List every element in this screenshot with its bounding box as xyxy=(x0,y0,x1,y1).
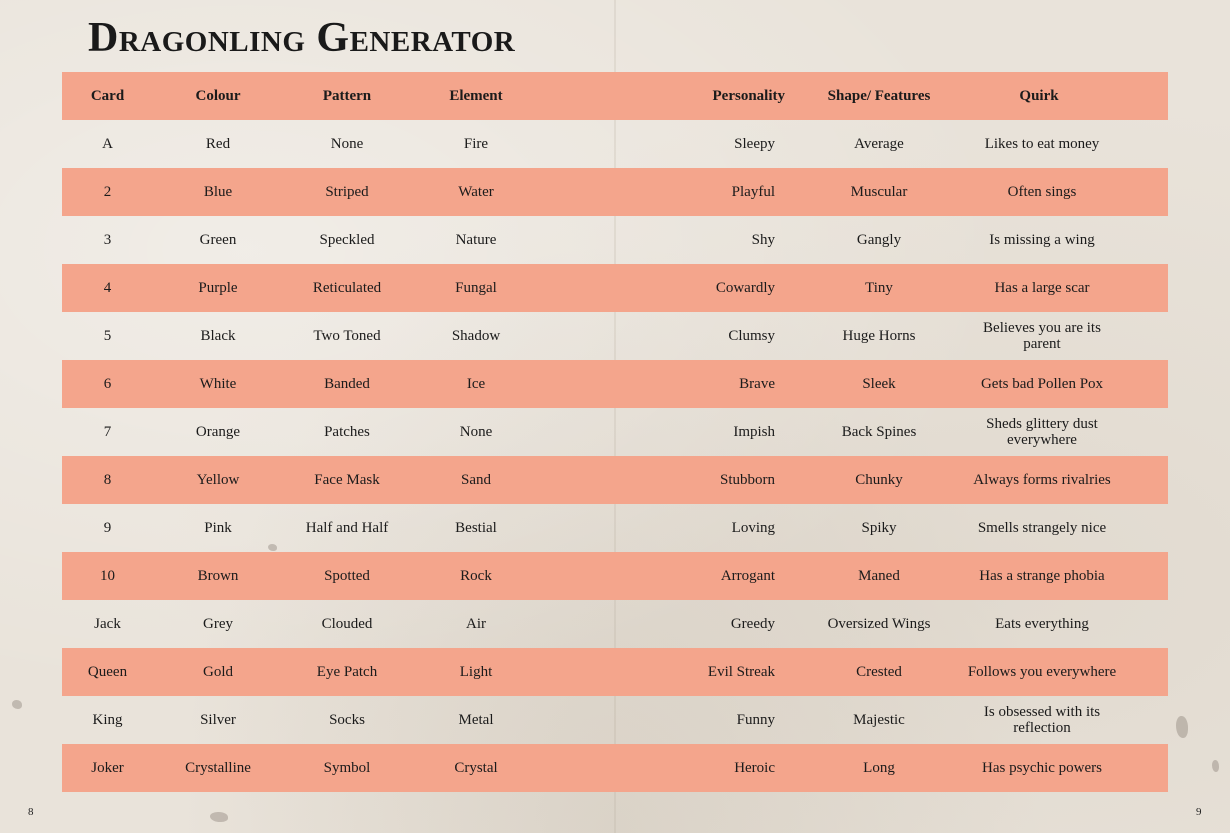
cell-card: 6 xyxy=(103,376,112,392)
cell-element: Shadow xyxy=(451,328,501,344)
cell-quirk: Is missing a wing xyxy=(989,232,1095,248)
row-spacer xyxy=(1119,360,1168,408)
cell-element: Fungal xyxy=(455,280,497,296)
cell-pattern: Two Toned xyxy=(313,328,381,344)
cell-element: Air xyxy=(466,616,486,632)
cell-pattern: Reticulated xyxy=(312,280,382,296)
cell-element: Bestial xyxy=(455,520,497,536)
table-row xyxy=(62,264,1168,312)
cell-pattern: Clouded xyxy=(321,616,373,632)
cell-pattern: Eye Patch xyxy=(316,664,378,680)
cell-card: 2 xyxy=(103,184,112,200)
cell-card: 10 xyxy=(100,568,115,584)
cell-colour: Green xyxy=(199,232,237,248)
cell-pattern: Symbol xyxy=(323,760,371,776)
cell-personality: Clumsy xyxy=(728,328,775,344)
cell-colour: Orange xyxy=(195,424,241,440)
cell-shape-features: Long xyxy=(863,760,895,776)
cell-colour: Brown xyxy=(197,568,239,584)
page-number-right: 9 xyxy=(1196,806,1202,818)
dragonling-table xyxy=(62,72,1168,792)
cell-quirk: Has a strange phobia xyxy=(979,568,1105,584)
cell-quirk: Often sings xyxy=(1007,184,1077,200)
row-spacer xyxy=(1119,600,1168,648)
cell-card: A xyxy=(102,136,113,152)
cell-colour: Grey xyxy=(203,616,233,632)
table-row xyxy=(62,360,1168,408)
cell-element: Crystal xyxy=(454,760,498,776)
paper-speck xyxy=(1176,716,1188,738)
cell-quirk: Believes you are its parent xyxy=(983,320,1101,352)
cell-personality: Heroic xyxy=(734,760,775,776)
cell-personality: Evil Streak xyxy=(707,664,775,680)
cell-shape-features: Gangly xyxy=(856,232,902,248)
cell-personality: Greedy xyxy=(730,616,775,632)
cell-colour: Crystalline xyxy=(185,760,251,776)
cell-pattern: Patches xyxy=(324,424,370,440)
cell-card: King xyxy=(92,712,123,728)
cell-pattern: Striped xyxy=(325,184,369,200)
cell-shape-features: Back Spines xyxy=(841,424,917,440)
cell-pattern: Speckled xyxy=(319,232,375,248)
table-row xyxy=(62,600,1168,648)
cell-card: 3 xyxy=(103,232,112,248)
cell-shape-features: Majestic xyxy=(853,712,905,728)
paper-speck xyxy=(210,812,228,822)
cell-element: Fire xyxy=(463,136,489,152)
cell-colour: Pink xyxy=(204,520,232,536)
cell-quirk: Gets bad Pollen Pox xyxy=(980,376,1104,392)
table-row xyxy=(62,696,1168,744)
cell-element: Metal xyxy=(458,712,494,728)
cell-quirk: Sheds glittery dust everywhere xyxy=(986,416,1098,448)
cell-colour: Red xyxy=(205,136,231,152)
cell-shape-features: Huge Horns xyxy=(842,328,916,344)
cell-colour: Purple xyxy=(198,280,238,296)
cell-shape-features: Tiny xyxy=(865,280,893,296)
cell-card: 4 xyxy=(103,280,112,296)
header-pattern: Pattern xyxy=(322,88,372,104)
cell-shape-features: Oversized Wings xyxy=(827,616,931,632)
table-row xyxy=(62,408,1168,456)
page-title: Dragonling Generator xyxy=(88,15,516,61)
cell-colour: Silver xyxy=(200,712,236,728)
table-row xyxy=(62,120,1168,168)
cell-quirk: Has a large scar xyxy=(994,280,1090,296)
cell-element: Light xyxy=(459,664,493,680)
table-row xyxy=(62,552,1168,600)
cell-colour: White xyxy=(199,376,237,392)
cell-colour: Black xyxy=(200,328,236,344)
cell-personality: Stubborn xyxy=(719,472,775,488)
cell-element: None xyxy=(459,424,493,440)
row-spacer xyxy=(1119,312,1168,360)
row-spacer xyxy=(1119,744,1168,792)
cell-colour: Yellow xyxy=(196,472,240,488)
table-body xyxy=(62,120,1168,792)
table-row xyxy=(62,216,1168,264)
cell-quirk: Eats everything xyxy=(995,616,1089,632)
table-header-row xyxy=(62,72,1168,120)
cell-personality: Arrogant xyxy=(720,568,775,584)
cell-shape-features: Maned xyxy=(858,568,900,584)
cell-pattern: Half and Half xyxy=(305,520,389,536)
cell-element: Sand xyxy=(461,472,491,488)
cell-pattern: Socks xyxy=(329,712,365,728)
table-row xyxy=(62,504,1168,552)
header-element: Element xyxy=(449,88,503,104)
cell-quirk: Follows you everywhere xyxy=(967,664,1117,680)
cell-pattern: Banded xyxy=(324,376,370,392)
cell-element: Nature xyxy=(455,232,497,248)
row-spacer xyxy=(1119,696,1168,744)
cell-pattern: None xyxy=(330,136,364,152)
cell-colour: Blue xyxy=(203,184,233,200)
cell-pattern: Face Mask xyxy=(314,472,380,488)
cell-personality: Brave xyxy=(739,376,775,392)
header-personality: Personality xyxy=(712,88,785,104)
row-spacer xyxy=(1119,216,1168,264)
row-spacer xyxy=(1119,504,1168,552)
cell-personality: Loving xyxy=(731,520,775,536)
paper-speck xyxy=(12,700,22,709)
cell-shape-features: Spiky xyxy=(861,520,897,536)
row-spacer xyxy=(1119,408,1168,456)
header-colour: Colour xyxy=(195,88,241,104)
cell-element: Ice xyxy=(466,376,486,392)
cell-element: Rock xyxy=(460,568,492,584)
cell-shape-features: Average xyxy=(854,136,904,152)
header-quirk: Quirk xyxy=(1019,88,1059,104)
cell-quirk: Always forms rivalries xyxy=(973,472,1111,488)
cell-card: Joker xyxy=(91,760,124,776)
cell-card: 9 xyxy=(103,520,112,536)
cell-personality: Sleepy xyxy=(734,136,775,152)
table-row xyxy=(62,648,1168,696)
table-row xyxy=(62,744,1168,792)
cell-shape-features: Sleek xyxy=(862,376,896,392)
row-spacer xyxy=(1119,264,1168,312)
cell-personality: Cowardly xyxy=(715,280,775,296)
cell-card: 7 xyxy=(103,424,112,440)
cell-card: 8 xyxy=(103,472,112,488)
header-spacer xyxy=(1119,72,1168,120)
cell-quirk: Is obsessed with its reflection xyxy=(983,704,1101,736)
cell-pattern: Spotted xyxy=(324,568,370,584)
row-spacer xyxy=(1119,648,1168,696)
cell-card: Jack xyxy=(94,616,121,632)
row-spacer xyxy=(1119,168,1168,216)
cell-personality: Playful xyxy=(731,184,775,200)
cell-personality: Shy xyxy=(751,232,775,248)
row-spacer xyxy=(1119,120,1168,168)
table-row xyxy=(62,168,1168,216)
cell-element: Water xyxy=(458,184,494,200)
cell-shape-features: Crested xyxy=(856,664,902,680)
cell-shape-features: Chunky xyxy=(855,472,903,488)
cell-personality: Funny xyxy=(736,712,775,728)
cell-personality: Impish xyxy=(733,424,775,440)
row-spacer xyxy=(1119,552,1168,600)
paper-speck xyxy=(1212,760,1219,772)
cell-shape-features: Muscular xyxy=(850,184,908,200)
header-shape-features: Shape/ Features xyxy=(827,88,931,104)
cell-quirk: Has psychic powers xyxy=(982,760,1102,776)
cell-card: 5 xyxy=(103,328,112,344)
table-row xyxy=(62,312,1168,360)
cell-colour: Gold xyxy=(203,664,233,680)
cell-card: Queen xyxy=(87,664,128,680)
header-card: Card xyxy=(90,88,125,104)
table-row xyxy=(62,456,1168,504)
cell-quirk: Smells strangely nice xyxy=(977,520,1107,536)
page-number-left: 8 xyxy=(28,806,34,818)
cell-quirk: Likes to eat money xyxy=(984,136,1100,152)
row-spacer xyxy=(1119,456,1168,504)
